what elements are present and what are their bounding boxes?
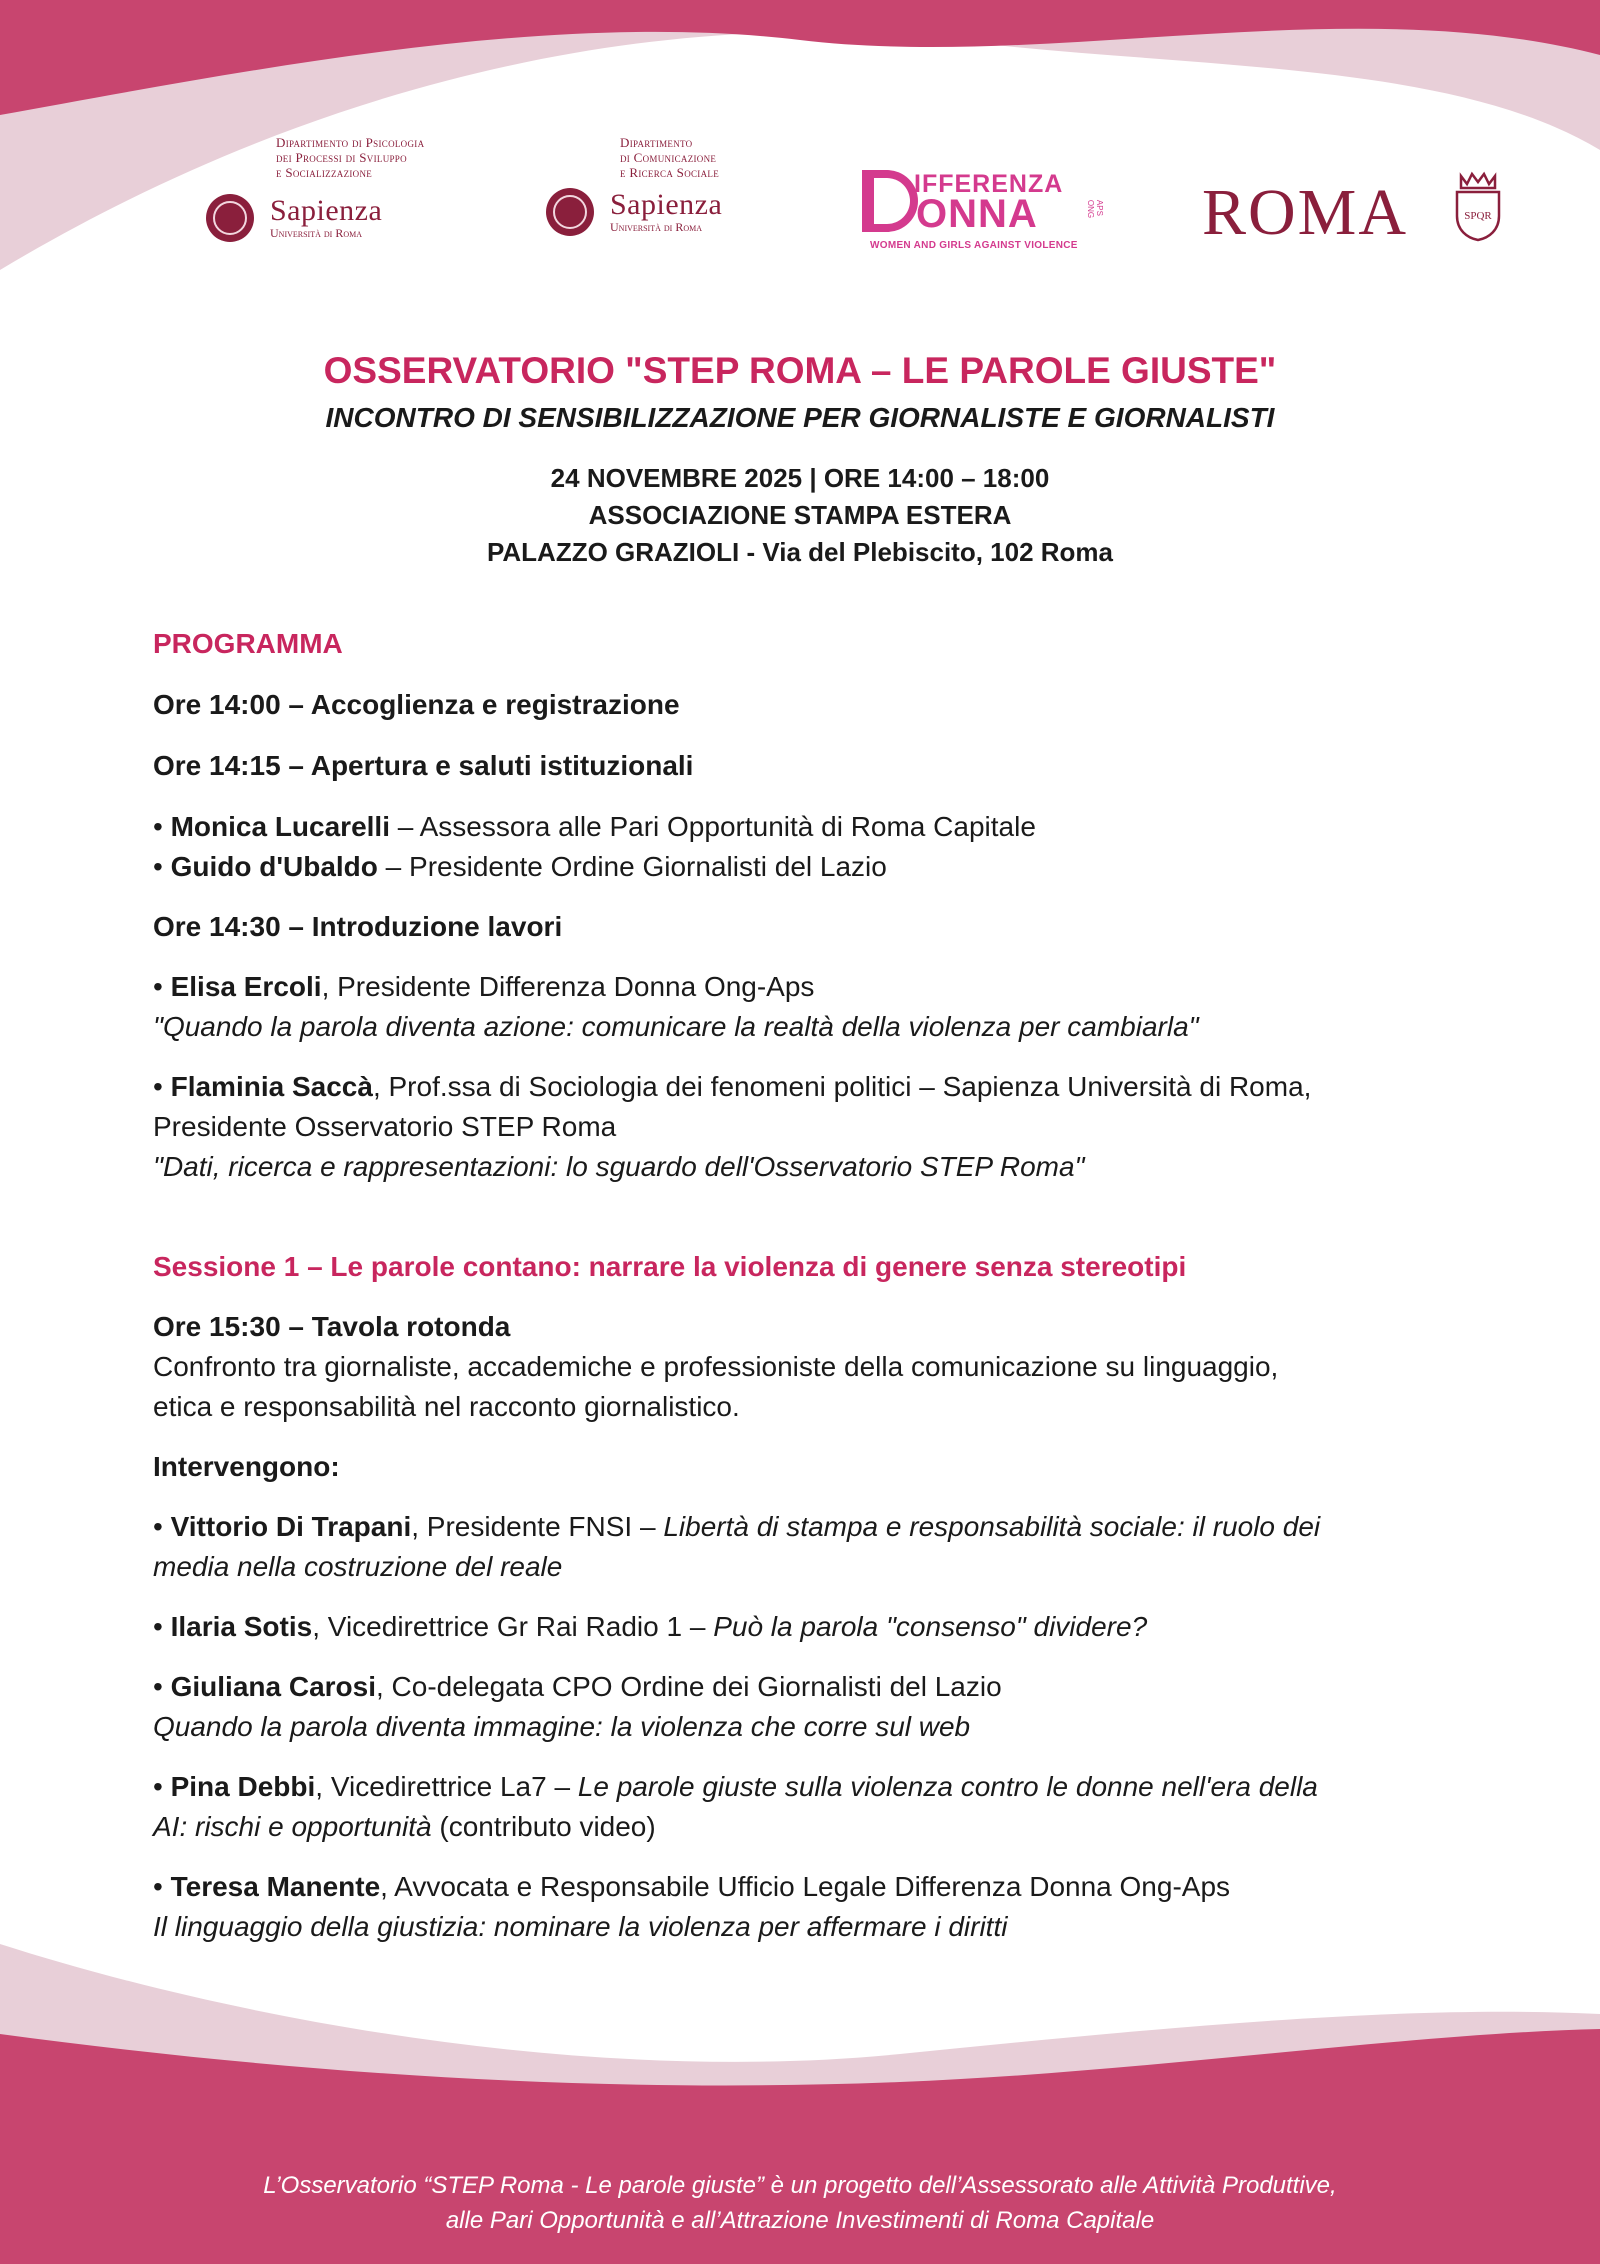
event-subtitle: INCONTRO DI SENSIBILIZZAZIONE PER GIORNALISTE E GIORNALISTI <box>325 402 1275 433</box>
dd-bottom-word: ONNA <box>916 192 1038 236</box>
sapienza-comunicazione-logo <box>546 135 722 236</box>
roma-word: ROMA <box>1202 176 1409 249</box>
speaker-line: • Flaminia Saccà, Prof.ssa di Sociologia dei fenomeni politici – Sapienza Università di Roma, <box>153 1071 1312 1102</box>
dd-top-word: IFFERENZA <box>914 170 1064 198</box>
speaker-line: • Elisa Ercoli, Presidente Differenza Donna Ong-Aps <box>153 971 815 1002</box>
speaker-line: • Ilaria Sotis, Vicedirettrice Gr Rai Radio 1 – Può la parola "consenso" dividere? <box>153 1611 1148 1642</box>
speaker-line: • Guido d'Ubaldo – Presidente Ordine Giornalisti del Lazio <box>153 851 887 882</box>
talk-title: AI: rischi e opportunità (contributo video) <box>153 1811 656 1842</box>
event-title: OSSERVATORIO "STEP ROMA – LE PAROLE GIUSTE" <box>323 350 1277 391</box>
sapienza-name: Sapienza <box>270 194 383 227</box>
talk-title: media nella costruzione del reale <box>153 1551 563 1582</box>
slot-1430: Ore 14:30 – Introduzione lavori <box>153 911 563 942</box>
speaker-line: • Vittorio Di Trapani, Presidente FNSI – Libertà di stampa e responsabilità sociale: il ruolo dei <box>153 1511 1321 1542</box>
talk-title: Quando la parola diventa immagine: la violenza che corre sul web <box>153 1711 971 1742</box>
event-address: PALAZZO GRAZIOLI - Via del Plebiscito, 102 Roma <box>486 537 1114 567</box>
event-date: 24 NOVEMBRE 2025 | ORE 14:00 – 18:00 <box>550 463 1050 493</box>
sapienza-psicologia-logo <box>206 135 424 242</box>
slot-1530: Ore 15:30 – Tavola rotonda <box>153 1311 511 1342</box>
session-description: Confronto tra giornaliste, accademiche e professioniste della comunicazione su linguaggio, <box>153 1351 1279 1382</box>
intervengono-label: Intervengono: <box>153 1451 340 1482</box>
speaker-line: • Monica Lucarelli – Assessora alle Pari Opportunità di Roma Capitale <box>153 811 1036 842</box>
dept-psicologia-label: Dipartimento di Psicologia dei Processi di Sviluppo e Socializzazione <box>276 135 425 180</box>
sapienza-seal-icon <box>206 194 254 242</box>
event-info <box>0 460 1600 571</box>
event-venue: ASSOCIAZIONE STAMPA ESTERA <box>588 500 1012 530</box>
speaker-line: • Pina Debbi, Vicedirettrice La7 – Le parole giuste sulla violenza contro le donne nell'era della <box>153 1771 1318 1802</box>
dd-tagline: WOMEN AND GIRLS AGAINST VIOLENCE <box>870 240 1078 251</box>
talk-title: "Quando la parola diventa azione: comunicare la realtà della violenza per cambiarla" <box>153 1011 1199 1042</box>
dd-ong-label: APS ONG <box>1086 199 1105 219</box>
program-content <box>153 624 1473 1947</box>
slot-1400: Ore 14:00 – Accoglienza e registrazione <box>153 689 680 720</box>
slot-1415: Ore 14:15 – Apertura e saluti istituzionali <box>153 750 694 781</box>
footer-note: L’Osservatorio “STEP Roma - Le parole giuste” è un progetto dell’Assessorato alle Attività Produttive, alle Pari Opportunità e all’Attrazione Investimenti di Roma Capitale <box>263 2172 1337 2234</box>
sapienza-subtitle: Università di Roma <box>270 226 362 240</box>
sapienza-name: Sapienza <box>610 188 723 221</box>
dd-letter-d-icon <box>862 170 918 232</box>
session1-heading: Sessione 1 – Le parole contano: narrare la violenza di genere senza stereotipi <box>153 1251 1187 1282</box>
sapienza-seal-icon <box>546 188 594 236</box>
logo-bar <box>0 125 1600 275</box>
talk-title: Il linguaggio della giustizia: nominare la violenza per affermare i diritti <box>153 1911 1008 1942</box>
differenza-donna-logo <box>862 170 1105 255</box>
speaker-line: • Teresa Manente, Avvocata e Responsabile Ufficio Legale Differenza Donna Ong-Aps <box>153 1871 1231 1902</box>
sapienza-subtitle: Università di Roma <box>610 220 702 234</box>
dept-comunicazione-label: Dipartimento di Comunicazione e Ricerca Sociale <box>620 135 719 180</box>
session-description: etica e responsabilità nel racconto giornalistico. <box>153 1391 740 1422</box>
programma-heading: PROGRAMMA <box>153 628 343 659</box>
speaker-line: • Giuliana Carosi, Co-delegata CPO Ordine dei Giornalisti del Lazio <box>153 1671 1002 1702</box>
talk-title: "Dati, ricerca e rappresentazioni: lo sguardo dell'Osservatorio STEP Roma" <box>153 1151 1085 1182</box>
svg-text:SPQR: SPQR <box>1464 210 1492 222</box>
speaker-role-cont: Presidente Osservatorio STEP Roma <box>153 1111 617 1142</box>
roma-capitale-logo <box>1202 170 1507 250</box>
roma-crest-icon <box>1451 170 1505 242</box>
